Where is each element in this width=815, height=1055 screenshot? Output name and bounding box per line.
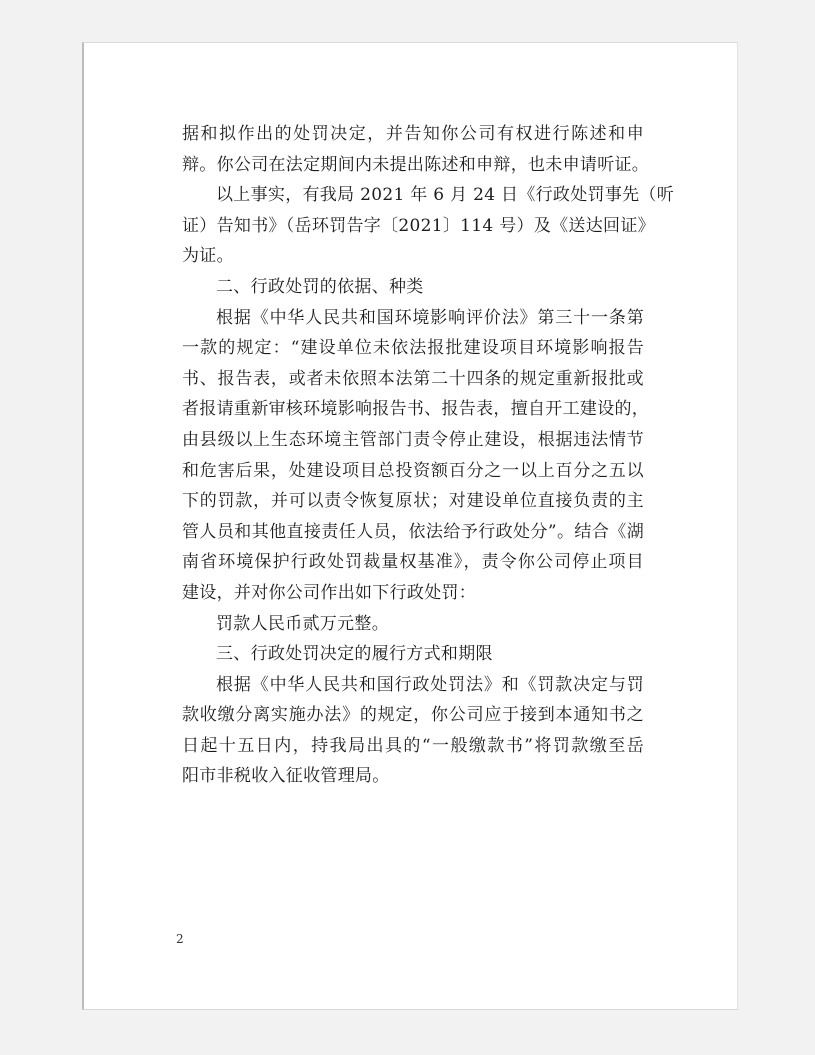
text-line: 根据《中华人民共和国环境影响评价法》第三十一条第 bbox=[216, 307, 644, 328]
text-line: 辩。你公司在法定期间内未提出陈述和申辩，也未申请听证。 bbox=[182, 154, 650, 175]
text-line: 款收缴分离实施办法》的规定，你公司应于接到本通知书之 bbox=[182, 705, 644, 726]
section-heading: 三、行政处罚决定的履行方式和期限 bbox=[216, 644, 493, 665]
section-heading: 二、行政处罚的依据、种类 bbox=[216, 276, 424, 297]
text-line: 由县级以上生态环境主管部门责令停止建设，根据违法情节 bbox=[182, 429, 644, 450]
text-line: 阳市非税收入征收管理局。 bbox=[182, 766, 390, 787]
page-number: 2 bbox=[176, 932, 184, 946]
text-line: 下的罚款，并可以责令恢复原状；对建设单位直接负责的主 bbox=[182, 491, 644, 512]
text-line: 者报请重新审核环境影响报告书、报告表，擅自开工建设的， bbox=[182, 399, 650, 420]
text-line: 证）告知书》（岳环罚告字〔2021〕114 号）及《送达回证》 bbox=[182, 215, 655, 236]
text-line: 为证。 bbox=[182, 246, 234, 267]
text-line: 南省环境保护行政处罚裁量权基准》，责令你公司停止项目 bbox=[182, 552, 644, 573]
text-line: 据和拟作出的处罚决定，并告知你公司有权进行陈述和申 bbox=[182, 124, 644, 144]
text-line: 管人员和其他直接责任人员，依法给予行政处分”。结合《湖 bbox=[182, 521, 644, 542]
text-line: 一款的规定：“建设单位未依法报批建设项目环境影响报告 bbox=[182, 338, 644, 359]
text-line: 书、报告表，或者未依照本法第二十四条的规定重新报批或 bbox=[182, 368, 644, 389]
penalty-amount: 罚款人民币贰万元整。 bbox=[216, 613, 389, 634]
text-line: 根据《中华人民共和国行政处罚法》和《罚款决定与罚 bbox=[216, 674, 644, 695]
document-body bbox=[182, 119, 675, 792]
text-line: 和危害后果，处建设项目总投资额百分之一以上百分之五以 bbox=[182, 460, 644, 481]
text-line: 以上事实，有我局 2021 年 6 月 24 日《行政处罚事先（听 bbox=[216, 185, 675, 206]
text-line: 建设，并对你公司作出如下行政处罚： bbox=[182, 582, 477, 603]
text-line: 日起十五日内，持我局出具的“一般缴款书”将罚款缴至岳 bbox=[182, 735, 644, 756]
